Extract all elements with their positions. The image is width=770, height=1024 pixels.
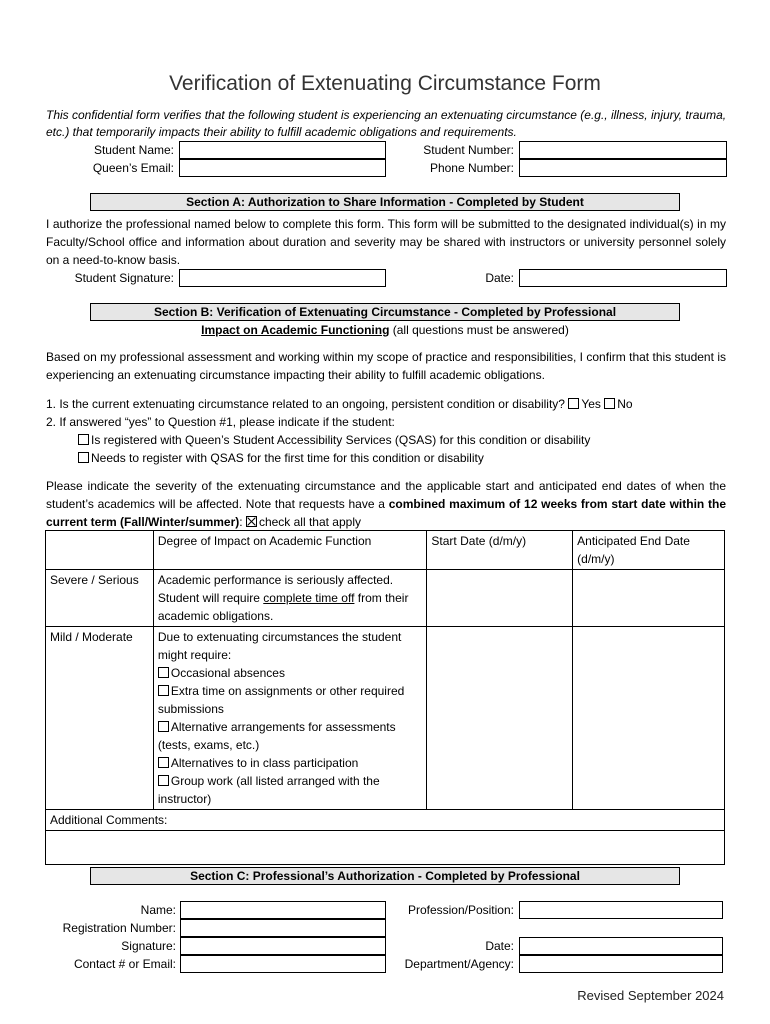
form-title: Verification of Extenuating Circumstance Form [169, 72, 601, 95]
department-field[interactable] [519, 955, 723, 973]
student-signature-label: Student Signature: [74, 271, 174, 285]
mild-option [158, 772, 423, 808]
severe-end-date-cell[interactable] [573, 570, 725, 627]
mild-label: Mild / Moderate [46, 627, 154, 810]
professional-date-field[interactable] [519, 937, 723, 955]
profession-label: Profession/Position: [407, 903, 514, 917]
question-2-text: 2. If answered “yes” to Question #1, please indicate if the student: [46, 415, 395, 429]
department-label: Department/Agency: [404, 957, 514, 971]
mild-option-checkbox[interactable] [158, 721, 169, 732]
table-row-comments-label [46, 810, 725, 831]
additional-comments-field[interactable] [46, 831, 725, 865]
table-header-cell: Start Date (d/m/y) [427, 531, 573, 570]
mild-option-checkbox[interactable] [158, 667, 169, 678]
severe-start-date-cell[interactable] [427, 570, 573, 627]
mild-option-label: Alternatives to in class participation [170, 756, 359, 770]
severity-instructions [46, 477, 726, 531]
professional-signature-field[interactable] [180, 937, 386, 955]
q1-yes-label: Yes [581, 397, 601, 411]
student-signature-field[interactable] [179, 269, 386, 287]
mild-option-checkbox[interactable] [158, 775, 169, 786]
section-b-header: Section B: Verification of Extenuating Circumstance - Completed by Professional [90, 303, 680, 321]
severe-label: Severe / Serious [46, 570, 154, 627]
confirm-text: Based on my professional assessment and working within my scope of practice and responsibilities, I confirm that this student is experiencing an extenuating circumstance impacting their ability to fulfill academic obligations. [46, 350, 726, 382]
q1-no-checkbox[interactable] [604, 398, 615, 409]
student-number-label: Student Number: [423, 143, 514, 157]
queens-email-label: Queen’s Email: [92, 161, 174, 175]
severe-text-1: Academic performance is seriously affected. Student will require [157, 573, 394, 605]
table-header-cell: Anticipated End Date (d/m/y) [573, 531, 725, 570]
check-all-label: check all that apply [258, 515, 361, 529]
professional-date-label: Date: [485, 939, 514, 953]
table-row-severe [46, 570, 725, 627]
impact-subheader [0, 321, 770, 339]
section-a-header: Section A: Authorization to Share Information - Completed by Student [90, 193, 680, 211]
table-header-cell [46, 531, 154, 570]
student-date-label: Date: [485, 271, 514, 285]
question-1 [46, 395, 633, 413]
registration-number-label: Registration Number: [62, 921, 176, 935]
additional-comments-label: Additional Comments: [46, 810, 725, 831]
q1-no-label: No [617, 397, 633, 411]
severity-table [45, 530, 725, 865]
mild-description [153, 627, 427, 810]
table-header-row [46, 531, 725, 570]
impact-subheader-title: Impact on Academic Functioning [201, 323, 390, 337]
mild-intro: Due to extenuating circumstances the student might require: [157, 630, 402, 662]
q2-option-needs-register [78, 449, 484, 467]
mild-end-date-cell[interactable] [573, 627, 725, 810]
registration-number-field[interactable] [180, 919, 386, 937]
intro-text: This confidential form verifies that the following student is experiencing an extenuating circumstance (e.g., illness, injury, trauma, etc.) that temporarily impacts their ability to fulfill academic obligations and requirements. [46, 108, 727, 139]
q2-registered-label: Is registered with Queen’s Student Accessibility Services (QSAS) for this condition or disability [91, 433, 591, 447]
q1-yes-checkbox[interactable] [568, 398, 579, 409]
q2-registered-checkbox[interactable] [78, 434, 89, 445]
mild-option-label: Group work (all listed arranged with the instructor) [157, 774, 380, 806]
severity-end: : [239, 515, 246, 529]
check-all-checkbox [246, 516, 257, 527]
impact-subheader-note: (all questions must be answered) [389, 323, 569, 337]
section-a-text: I authorize the professional named below to complete this form. This form will be submitted to the designated individual(s) in my Faculty/School office and information about duration and severity may be shared with instructors or university personnel solely on a need-to-know basis. [46, 217, 726, 267]
severe-text-2: from their academic obligations. [157, 591, 409, 623]
contact-label: Contact # or Email: [73, 957, 176, 971]
q2-needs-register-label: Needs to register with QSAS for the first time for this condition or disability [91, 451, 484, 465]
contact-field[interactable] [180, 955, 386, 973]
mild-option [158, 754, 423, 772]
table-row-mild [46, 627, 725, 810]
profession-field[interactable] [519, 901, 723, 919]
section-c-header: Section C: Professional’s Authorization - Completed by Professional [90, 867, 680, 885]
table-row-comments [46, 831, 725, 865]
professional-signature-label: Signature: [121, 939, 176, 953]
mild-start-date-cell[interactable] [427, 627, 573, 810]
severe-description [153, 570, 427, 627]
mild-option [158, 682, 423, 718]
queens-email-field[interactable] [179, 159, 386, 177]
mild-option [158, 718, 423, 754]
q2-needs-register-checkbox[interactable] [78, 452, 89, 463]
mild-option-checkbox[interactable] [158, 757, 169, 768]
professional-name-field[interactable] [180, 901, 386, 919]
severe-underline: complete time off [263, 591, 355, 605]
question-1-text: 1. Is the current extenuating circumstance related to an ongoing, persistent condition or disability? [46, 397, 565, 411]
severity-bold-text: combined maximum of 12 weeks from start date within the current term (Fall/Winter/summer) [46, 497, 726, 529]
mild-option-label: Alternative arrangements for assessments (tests, exams, etc.) [157, 720, 396, 752]
revision-footer: Revised September 2024 [577, 988, 724, 1003]
professional-name-label: Name: [140, 903, 176, 917]
student-date-field[interactable] [519, 269, 727, 287]
table-header-cell: Degree of Impact on Academic Function [153, 531, 427, 570]
mild-option-label: Occasional absences [170, 666, 285, 680]
mild-option-checkbox[interactable] [158, 685, 169, 696]
q2-option-registered [78, 431, 590, 449]
severity-text: Please indicate the severity of the extenuating circumstance and the applicable start and anticipated end dates of when the student’s academics will be affected. Note that requests have a [46, 479, 726, 511]
student-name-label: Student Name: [93, 143, 174, 157]
mild-option-label: Extra time on assignments or other required submissions [157, 684, 405, 716]
student-name-field[interactable] [179, 141, 386, 159]
phone-number-field[interactable] [519, 159, 727, 177]
mild-option [158, 664, 423, 682]
student-number-field[interactable] [519, 141, 727, 159]
phone-number-label: Phone Number: [429, 161, 514, 175]
